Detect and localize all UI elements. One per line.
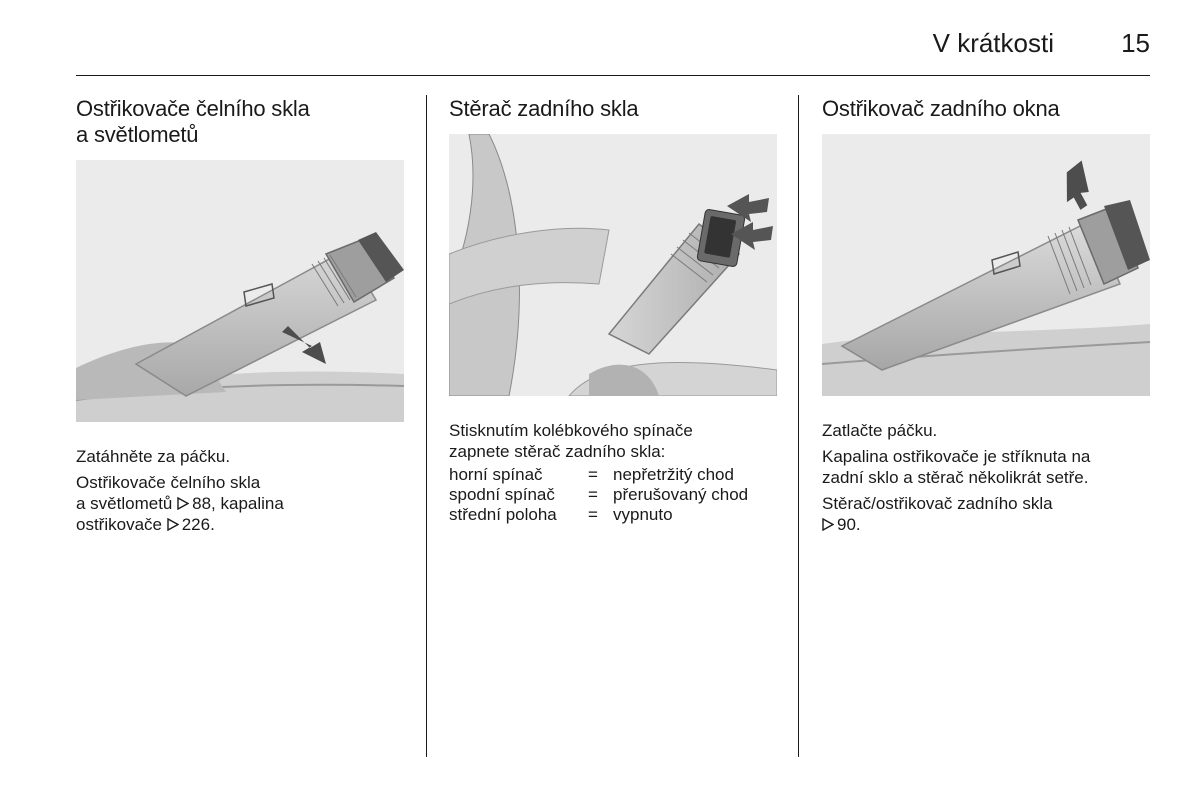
page-reference-icon [822, 518, 834, 531]
column-1-body [76, 446, 406, 540]
column-1-title [76, 96, 406, 148]
page-reference-icon [177, 497, 189, 510]
state-key: spodní spínač [449, 485, 555, 504]
section-title: V krátkosti [932, 28, 1054, 58]
state-value: nepřetržitý chod [613, 465, 734, 484]
header-rule [76, 75, 1150, 76]
page-header [76, 22, 1150, 74]
column-3-body [822, 420, 1152, 540]
state-key: střední poloha [449, 505, 557, 524]
instruction-push: Zatlačte páčku. [822, 421, 938, 440]
figure-rocker-switch [449, 134, 777, 396]
column-rear-washer [822, 96, 1152, 122]
rocker-instruction: Stisknutím kolébkového spínače zapnete stěrač zadního skla: [449, 421, 693, 461]
column-3-title: Ostřikovač zadního okna [822, 96, 1060, 121]
table-row [449, 485, 748, 505]
column-divider-2 [798, 95, 799, 757]
figure-stalk-pull [76, 160, 404, 422]
table-row [449, 465, 748, 485]
column-2-body [449, 420, 779, 525]
state-eq: = [588, 465, 598, 484]
state-value: vypnuto [613, 505, 673, 524]
figure-stalk-push [822, 134, 1150, 396]
rear-wiper-reference: Stěrač/ostřikovač zadního skla 90. [822, 494, 1053, 534]
page-link-226[interactable]: 226 [181, 515, 211, 534]
instruction-pull: Zatáhněte za páčku. [76, 447, 231, 466]
table-row [449, 505, 748, 525]
state-eq: = [588, 485, 598, 504]
state-value: přerušovaný chod [613, 485, 749, 504]
page-link-90[interactable]: 90 [837, 515, 856, 534]
column-divider-1 [426, 95, 427, 757]
column-1-title-line-1: Ostřikovače čelního skla [76, 96, 310, 121]
page-link-88[interactable]: 88 [192, 494, 212, 513]
column-2-title: Stěrač zadního skla [449, 96, 639, 121]
state-eq: = [588, 505, 598, 524]
column-washer-front [76, 96, 406, 148]
washer-reference: Ostřikovače čelního skla a světlometů 88, kapalina ostřikovače 226. [76, 473, 284, 534]
washer-description: Kapalina ostřikovače je stříknuta na zadní sklo a stěrač několikrát setře. [822, 447, 1091, 487]
page-reference-icon [167, 518, 179, 531]
state-key: horní spínač [449, 465, 543, 484]
column-rear-wiper [449, 96, 779, 122]
column-1-title-line-2: a světlometů [76, 122, 199, 147]
page-number: 15 [1121, 28, 1150, 58]
switch-states-table [449, 465, 748, 525]
